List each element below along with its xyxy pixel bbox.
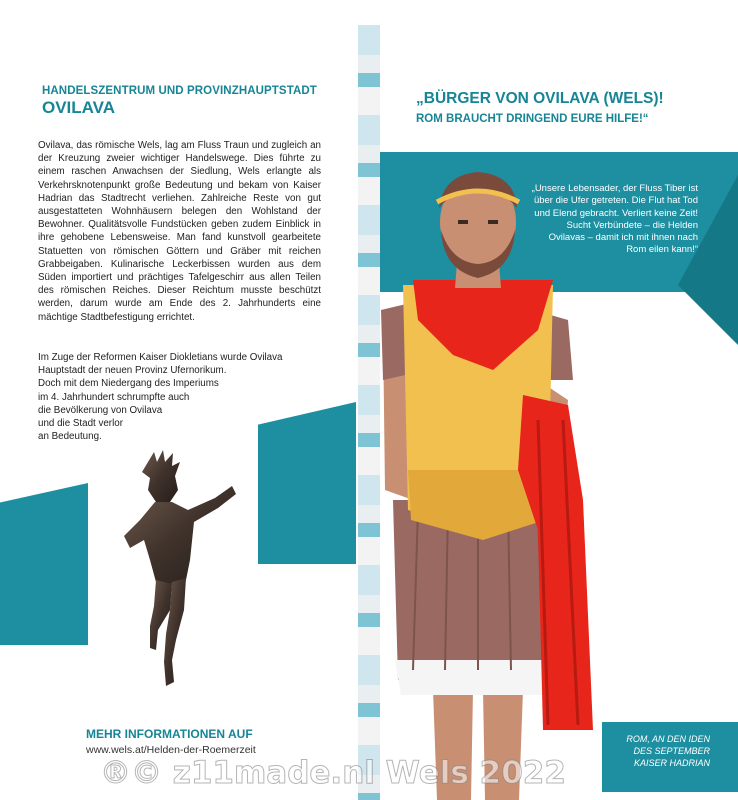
teal-shape-left	[0, 483, 88, 645]
section-headline: OVILAVA	[42, 98, 116, 117]
reform-line: Im Zuge der Reformen Kaiser Diokletians wurde Ovilava	[38, 352, 283, 363]
caption-line: ROM, AN DEN IDEN	[626, 734, 710, 744]
reform-line: und die Stadt verlor	[38, 418, 123, 430]
reform-line: Hauptstadt der neuen Provinz Ufernorikum.	[38, 365, 227, 377]
caption-line: KAISER HADRIAN	[633, 758, 710, 768]
reform-paragraph	[38, 351, 298, 443]
emperor-hadrian-illustration	[373, 170, 608, 800]
copyright-watermark: ®© z11made.nl Wels 2022	[100, 755, 566, 791]
reform-line: im 4. Jahrhundert schrumpfte auch	[38, 391, 190, 403]
more-info-title: MEHR INFORMATIONEN AUF	[86, 727, 253, 741]
more-info-link[interactable]: www.wels.at/Helden-der-Roemerzeit	[86, 744, 256, 756]
caption-line: DES SEPTEMBER	[633, 746, 710, 756]
section-kicker: HANDELSZENTRUM UND PROVINZHAUPTSTADT	[42, 85, 317, 97]
appeal-title: „BÜRGER VON OVILAVA (WELS)!	[416, 90, 664, 107]
reform-line: an Bedeutung.	[38, 431, 102, 443]
appeal-subtitle: ROM BRAUCHT DRINGEND EURE HILFE!“	[416, 113, 649, 125]
reform-line: die Bevölkerung von Ovilava	[38, 404, 163, 416]
reform-line: Doch mit dem Niedergang des Imperiums	[38, 378, 219, 390]
left-page	[0, 0, 356, 800]
bronze-statuette-image	[110, 450, 245, 700]
history-paragraph: Ovilava, das römische Wels, lag am Fluss Traun und zugleich an der Kreuzung zweier wichtiger Handelswege. Dies führte zu einem raschen Anwachsen der Siedlung, Wels erlangte als Verkehrsknotenpunkt große Bedeutung und bekam von Kaiser Hadrian das Stadtrecht verliehen. Zahlreiche Reste von gut ausgestatteten Wohnhäusern belegen den Wohlstand der Bewohner. Qualitätsvolle Fundstücken geben zudem Einblick in ihre gehobene Lebensweise. Man fand kunstvoll gearbeitete Statuetten von römischen Göttern und Gräber mit reichen Grabbeigaben. Kulinarische Leckerbissen wurden aus dem Süden importiert und prächtiges Tafelgeschirr aus allen Teilen des römischen Reiches. Dieser Reichtum musste beschützt werden, darum wurde am Ende des 2. Jahrhunderts eine mächtige Stadtbefestigung errichtet.	[38, 140, 321, 323]
right-page	[358, 0, 738, 800]
emperor-speech: „Unsere Lebensader, der Fluss Tiber ist über die Ufer getreten. Die Flut hat Tod und Elend gebracht. Verliert keine Zeit! Sucht Verbündete – die Helden Ovilavas – damit ich mit ihnen nach Rom eilen kann!“	[531, 183, 698, 256]
